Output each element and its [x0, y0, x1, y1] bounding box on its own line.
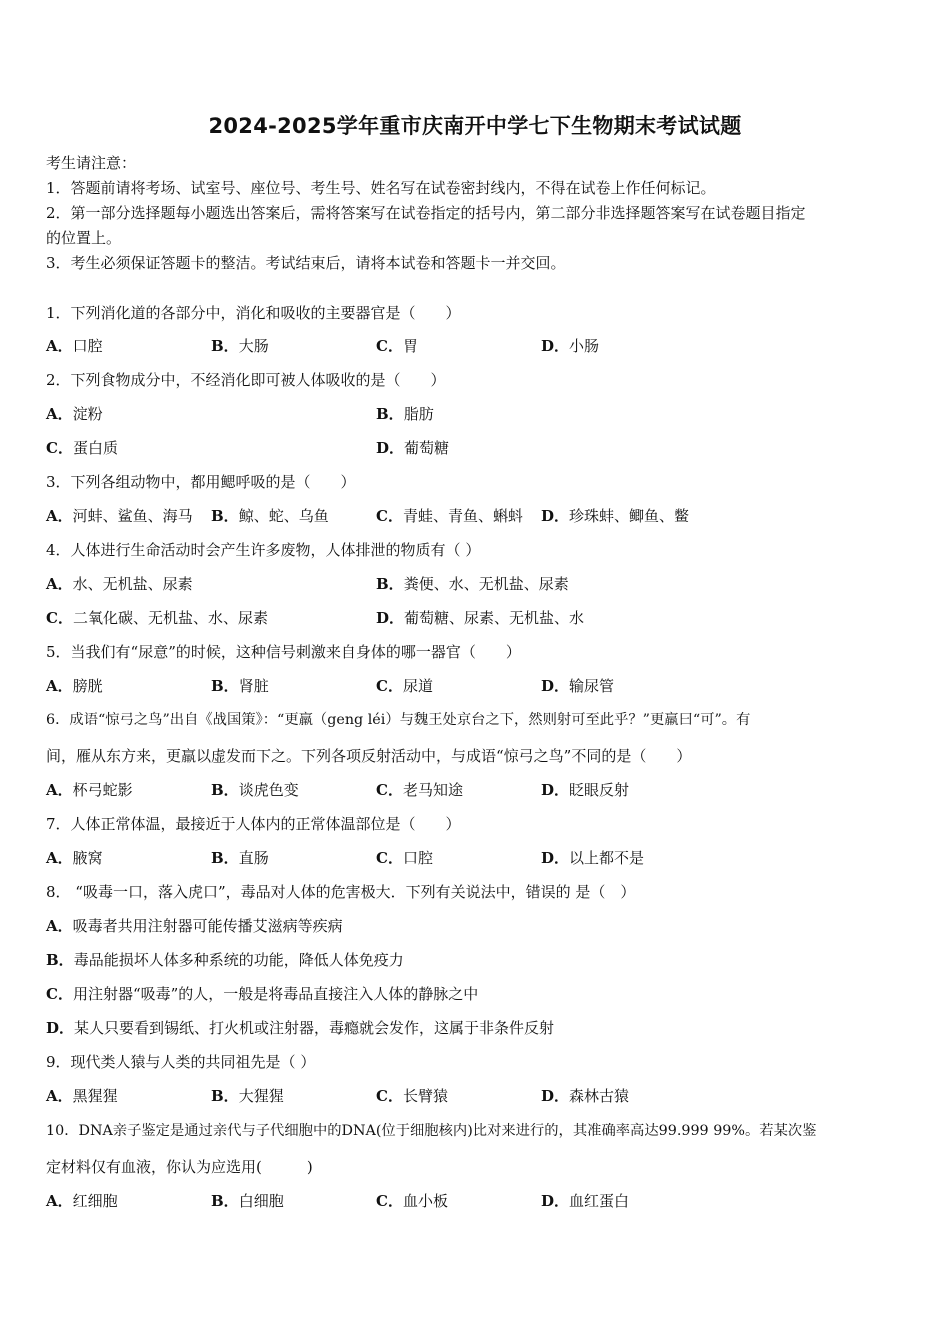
option-a: A．口腔	[46, 337, 103, 355]
notice-item: 1．答题前请将考场、试室号、座位号、考生号、姓名写在试卷密封线内，不得在试卷上作任何标记。	[46, 179, 716, 197]
option-b: B．鲸、蛇、乌鱼	[211, 507, 329, 525]
option-a: A．淀粉	[46, 405, 103, 423]
option-d: D．某人只要看到锡纸、打火机或注射器，毒瘾就会发作，这属于非条件反射	[46, 1019, 555, 1037]
question-stem-continued: 定材料仅有血液，你认为应选用( )	[46, 1158, 313, 1176]
option-c: C．尿道	[376, 677, 433, 695]
question-stem: 4．人体进行生命活动时会产生许多废物，人体排泄的物质有（ ）	[46, 541, 481, 559]
option-d: D．血红蛋白	[541, 1192, 630, 1210]
option-b: B．肾脏	[211, 677, 269, 695]
option-d: D．森林古猿	[541, 1087, 630, 1105]
notice-header: 考生请注意：	[46, 154, 137, 172]
option-c: C．二氧化碳、无机盐、水、尿素	[46, 609, 268, 627]
option-a: A．黑猩猩	[46, 1087, 118, 1105]
question-stem: 5．当我们有“尿意”的时候，这种信号刺激来自身体的哪一器官（ ）	[46, 643, 521, 661]
option-a: A．河蚌、鲨鱼、海马	[46, 507, 193, 525]
option-b: B．粪便、水、无机盐、尿素	[376, 575, 569, 593]
notice-item: 3．考生必须保证答题卡的整洁。考试结束后，请将本试卷和答题卡一并交回。	[46, 254, 566, 272]
option-c: C．蛋白质	[46, 439, 118, 457]
option-d: D．葡萄糖、尿素、无机盐、水	[376, 609, 585, 627]
option-a: A．红细胞	[46, 1192, 118, 1210]
question-stem: 8． “吸毒一口，落入虎口”，毒品对人体的危害极大．下列有关说法中，错误的 是（ ）	[46, 883, 636, 901]
option-a: A．腋窝	[46, 849, 103, 867]
question-stem: 10．DNA亲子鉴定是通过亲代与子代细胞中的DNA(位于细胞核内)比对来进行的，其准确率高达99.999 99%。若某次鉴	[46, 1123, 817, 1139]
notice-item: 2．第一部分选择题每小题选出答案后，需将答案写在试卷指定的括号内，第二部分非选择题答案写在试卷题目指定	[46, 204, 806, 222]
option-a: A．吸毒者共用注射器可能传播艾滋病等疾病	[46, 917, 343, 935]
option-d: D．眨眼反射	[541, 781, 630, 799]
notice-item: 的位置上。	[46, 229, 122, 247]
option-d: D．小肠	[541, 337, 600, 355]
option-b: B．白细胞	[211, 1192, 284, 1210]
option-b: B．大肠	[211, 337, 269, 355]
option-b: B．脂肪	[376, 405, 434, 423]
question-stem: 3．下列各组动物中，都用鳃呼吸的是（ ）	[46, 473, 356, 491]
option-d: D．珍珠蚌、鲫鱼、鳖	[541, 507, 690, 525]
option-c: C．口腔	[376, 849, 433, 867]
option-c: C．长臂猿	[376, 1087, 448, 1105]
question-stem: 7．人体正常体温，最接近于人体内的正常体温部位是（ ）	[46, 815, 461, 833]
option-d: D．以上都不是	[541, 849, 645, 867]
option-d: D．输尿管	[541, 677, 615, 695]
question-stem: 2．下列食物成分中，不经消化即可被人体吸收的是（ ）	[46, 371, 446, 389]
option-a: A．膀胱	[46, 677, 103, 695]
question-stem: 6．成语“惊弓之鸟”出自《战国策》：“更羸（geng léi）与魏王处京台之下，然则射可至此乎？”更羸曰“可”。有	[46, 712, 751, 728]
option-c: C．青蛙、青鱼、蝌蚪	[376, 507, 523, 525]
option-b: B．毒品能损坏人体多种系统的功能，降低人体免疫力	[46, 951, 404, 969]
option-c: C．老马知途	[376, 781, 463, 799]
option-d: D．葡萄糖	[376, 439, 450, 457]
option-c: C．用注射器“吸毒”的人，一般是将毒品直接注入人体的静脉之中	[46, 985, 479, 1003]
option-c: C．血小板	[376, 1192, 448, 1210]
question-stem: 9．现代类人猿与人类的共同祖先是（ ）	[46, 1053, 316, 1071]
question-stem: 1．下列消化道的各部分中，消化和吸收的主要器官是（ ）	[46, 304, 461, 322]
option-c: C．胃	[376, 337, 418, 355]
option-a: A．水、无机盐、尿素	[46, 575, 193, 593]
option-a: A．杯弓蛇影	[46, 781, 133, 799]
page-title: 2024-2025学年重市庆南开中学七下生物期末考试试题	[208, 114, 742, 138]
option-b: B．谈虎色变	[211, 781, 299, 799]
question-stem-continued: 间，雁从东方来，更羸以虚发而下之。下列各项反射活动中，与成语“惊弓之鸟”不同的是（ ）	[46, 747, 692, 765]
option-b: B．大猩猩	[211, 1087, 284, 1105]
option-b: B．直肠	[211, 849, 269, 867]
